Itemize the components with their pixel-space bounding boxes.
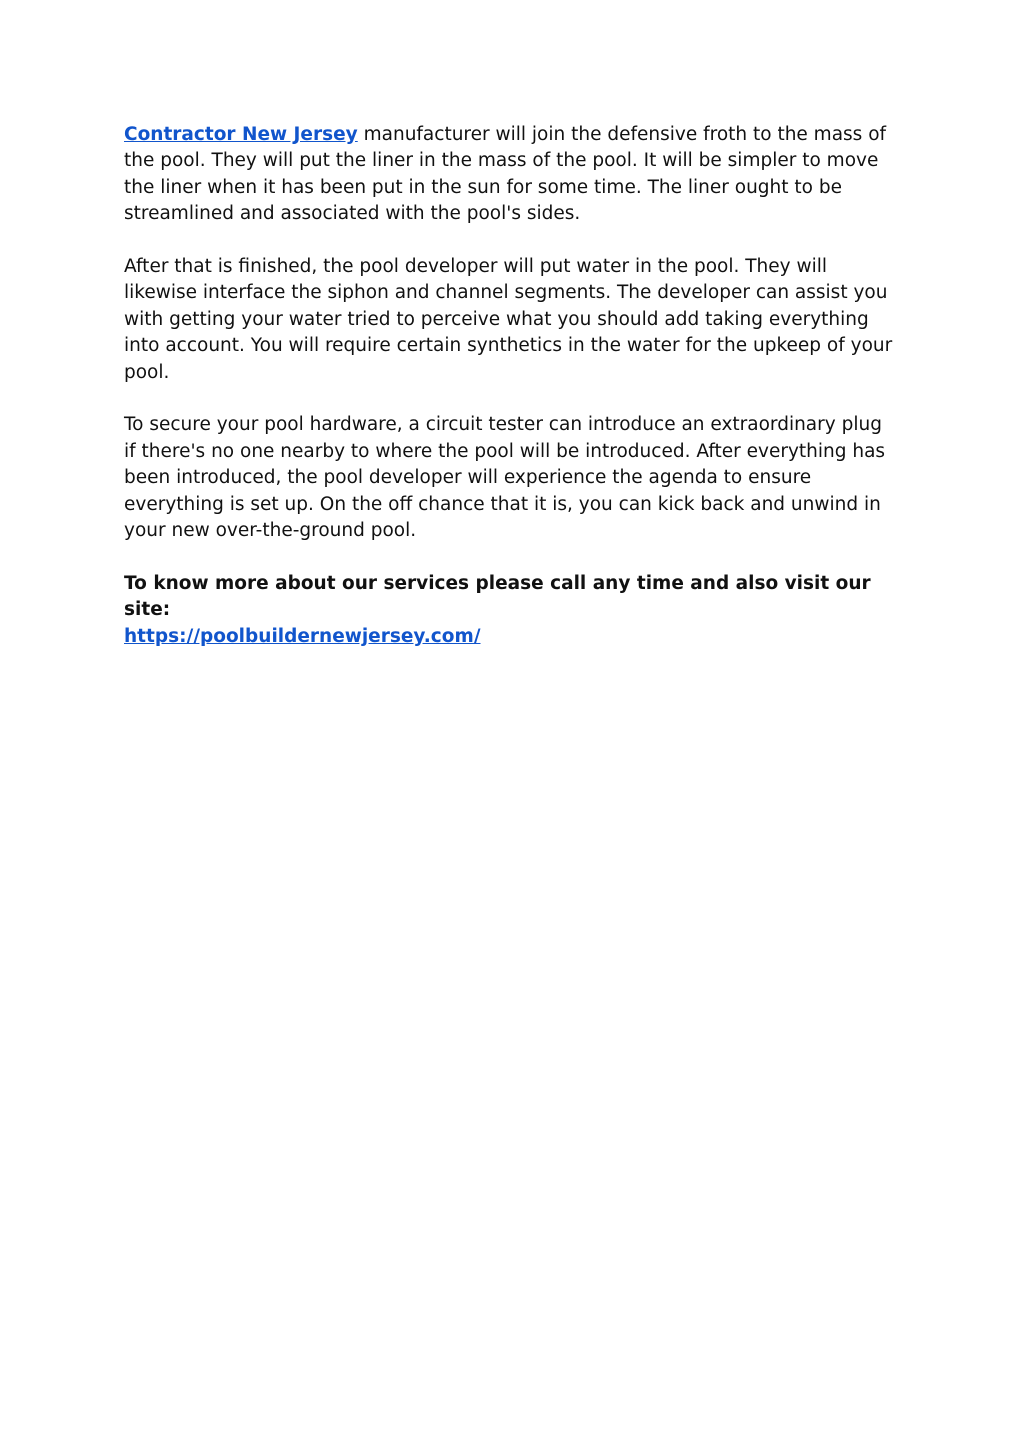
paragraph-1-text: manufacturer will join the defensive froth to the mass of the pool. They will put the liner in the mass of the pool. It will be simpler to move the liner when it has been put in the sun for some time. The liner ought to be streamlined and associated with the pool's sides. [124,124,887,225]
cta-text: To know more about our services please call any time and also visit our site: [124,572,871,621]
paragraph-2: After that is finished, the pool developer will put water in the pool. They will likewise interface the siphon and channel segments. The developer can assist you with getting your water tried to perceive what you should add taking everything into account. You will require certain synthetics in the water for the upkeep of your pool. [124,256,893,383]
contractor-new-jersey-link[interactable]: Contractor New Jersey [124,124,358,145]
paragraph-3: To secure your pool hardware, a circuit tester can introduce an extraordinary plug if there's no one nearby to where the pool will be introduced. After everything has been introduced, the pool developer will experience the agenda to ensure everything is set up. On the off chance that it is, you can kick back and unwind in your new over-the-ground pool. [124,414,886,542]
paragraph-1 [124,122,896,228]
document-body [124,122,896,676]
call-to-action [124,571,896,650]
site-link[interactable]: https://poolbuildernewjersey.com/ [124,625,481,647]
